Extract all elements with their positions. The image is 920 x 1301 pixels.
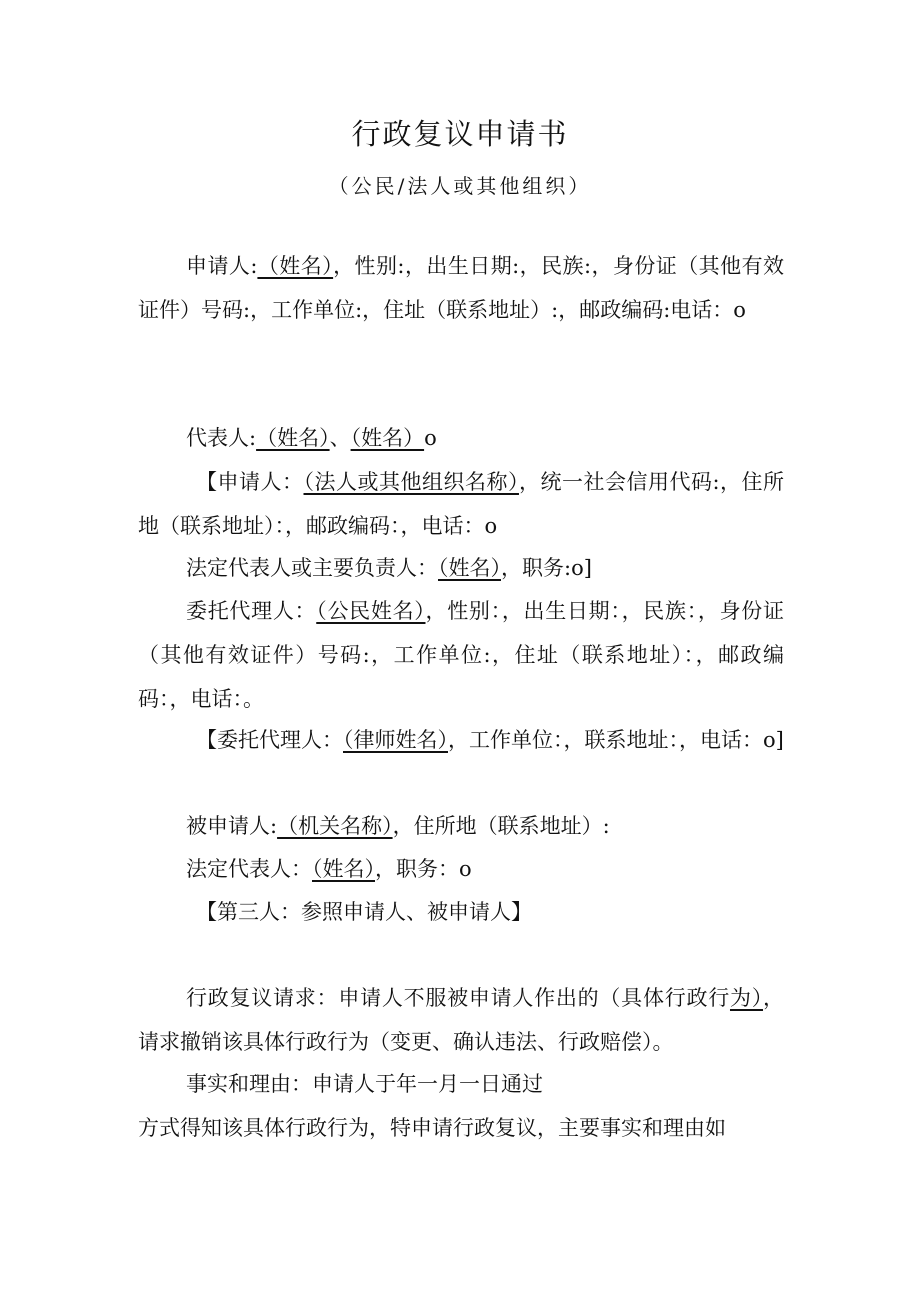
facts-line-2: 方式得知该具体行政行为，特申请行政复议，主要事实和理由如	[138, 1116, 726, 1140]
request-underlined: 为）	[729, 986, 764, 1010]
applicant-details: ，性别:，出生日期:，民族:，身份证（其他有效证件）号码:，工作单位:，住址（联系地址）:，邮政编码:电话：o	[138, 254, 785, 322]
respondent-rep-label: 法定代表人：	[186, 857, 312, 881]
request-paragraph	[138, 976, 784, 1064]
facts-line-1: 事实和理由：申请人于年一月一日通过	[186, 1072, 543, 1096]
lawyer-agent-details: ，工作单位：，联系地址：，电话：o]	[448, 728, 784, 752]
request-rest: ，请求撤销该具体行政行为（变更、确认违法、行政赔偿）。	[138, 986, 785, 1054]
representative-separator: 、	[329, 426, 351, 450]
applicant-org-label: 【申请人：	[196, 470, 304, 494]
respondent-rep-details: ，职务：o	[375, 857, 472, 881]
legal-rep-label: 法定代表人或主要负责人：	[186, 556, 438, 580]
legal-rep-name-blank: （姓名）	[438, 556, 501, 580]
respondent-rep-paragraph	[186, 847, 786, 891]
representative-label: 代表人:	[186, 426, 257, 450]
representative-name-2: （姓名）	[350, 426, 425, 450]
applicant-org-paragraph	[138, 460, 784, 548]
respondent-name-blank: （机关名称）	[277, 814, 393, 838]
applicant-label: 申请人:	[186, 254, 258, 278]
applicant-org-details: ，统一社会信用代码:，住所地（联系地址）：，邮政编码：，电话：o	[138, 470, 785, 538]
applicant-org-name-blank: （法人或其他组织名称）	[303, 470, 519, 494]
page-title: 行政复议申请书	[351, 117, 569, 151]
agent-details: ，性别：，出生日期：，民族：，身份证（其他有效证件）号码:，工作单位:，住址（联系地址）：，邮政编码：，电话：。	[138, 599, 785, 711]
third-party-paragraph: 【第三人：参照申请人、被申请人】	[196, 900, 532, 924]
representative-name-1: （姓名）	[256, 426, 330, 450]
representative-end: o	[424, 426, 437, 450]
representative-paragraph	[186, 416, 786, 460]
respondent-paragraph	[186, 804, 786, 848]
request-text: 行政复议请求：申请人不服被申请人作出的（具体行政行	[186, 986, 730, 1010]
legal-rep-paragraph	[186, 546, 786, 590]
agent-label: 委托代理人：	[186, 599, 317, 623]
respondent-rep-name-blank: （姓名）	[312, 857, 375, 881]
legal-rep-details: ，职务:o]	[501, 556, 592, 580]
lawyer-agent-name-blank: （律师姓名）	[343, 728, 448, 752]
lawyer-agent-label: 【委托代理人：	[196, 728, 343, 752]
applicant-person-paragraph	[138, 244, 784, 332]
page-subtitle: （公民/法人或其他组织）	[328, 174, 592, 198]
applicant-name-blank: （姓名）	[257, 254, 334, 278]
agent-name-blank: （公民姓名）	[316, 599, 426, 623]
agent-paragraph	[138, 589, 784, 721]
lawyer-agent-paragraph	[138, 718, 784, 762]
respondent-details: ，住所地（联系地址）:	[392, 814, 610, 838]
respondent-label: 被申请人:	[186, 814, 278, 838]
